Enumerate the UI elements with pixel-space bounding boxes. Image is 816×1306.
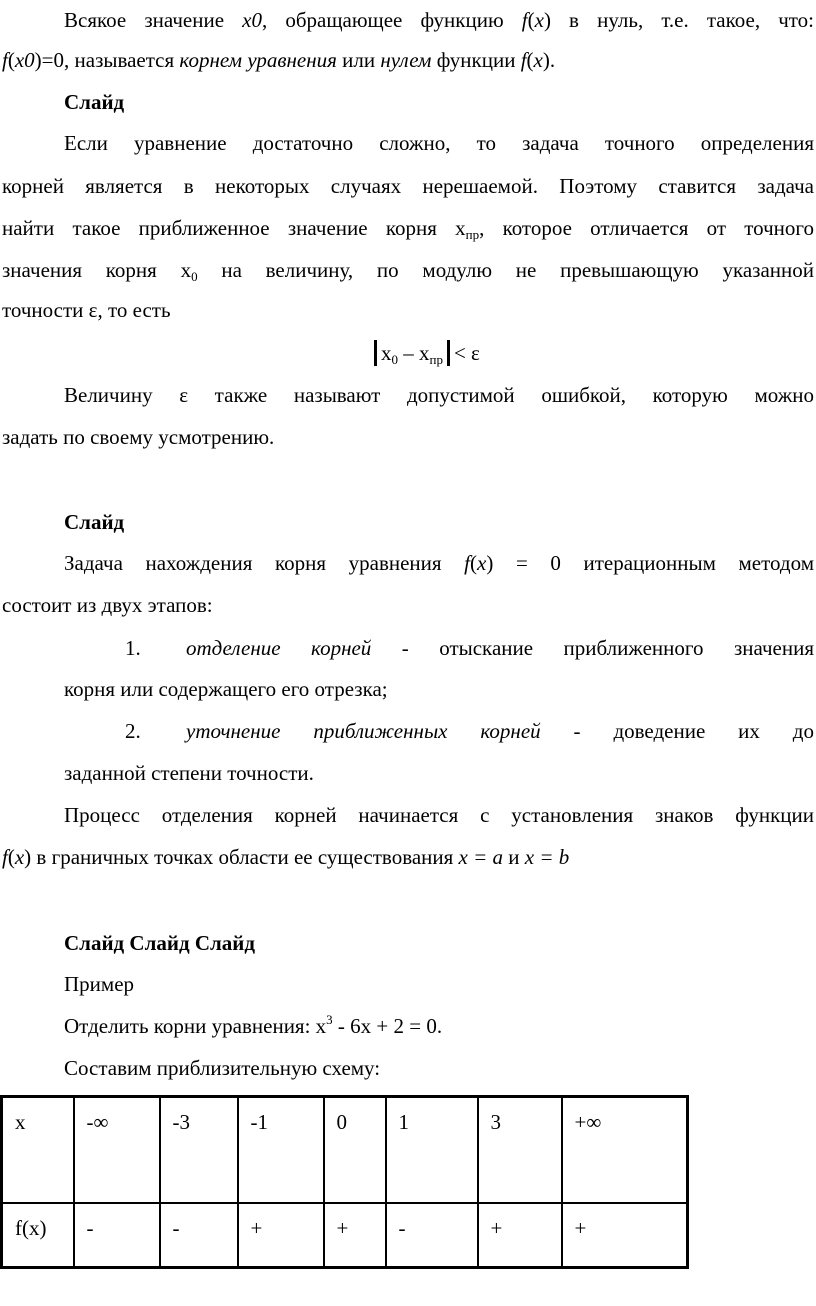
- table-cell: +: [478, 1203, 562, 1268]
- table-cell: 0: [324, 1097, 386, 1204]
- slide-heading-3: Слайд Слайд Слайд: [64, 931, 256, 955]
- table-cell: +: [238, 1203, 324, 1268]
- example-task: Отделить корни уравнения: $x^3 - 6x + 2 = 0$.: [64, 1012, 443, 1038]
- list-item-2-line1: уточнение приближенных корней - доведение их до: [186, 719, 814, 743]
- compose-scheme-text: Составим приблизительную схему:: [64, 1056, 381, 1080]
- paragraph-process-line1: Процесс отделения корней начинается с установления знаков функции: [64, 803, 814, 827]
- table-row-x: [2, 1097, 688, 1204]
- table-cell: +: [562, 1203, 688, 1268]
- paragraph-root-definition-line2: f(x0)=0, называется корнем уравнения или нулем функции f(x).: [2, 48, 556, 72]
- table-cell: -: [160, 1203, 238, 1268]
- sign-scheme-table: [0, 1095, 689, 1269]
- paragraph-approx-line2: корней является в некоторых случаях нерешаемой. Поэтому ставится задача: [2, 174, 814, 198]
- list-number-1: 1.: [125, 636, 141, 660]
- table-cell: -: [386, 1203, 478, 1268]
- paragraph-root-definition-line1: Всякое значение x0, обращающее функцию f(x) в нуль, т.е. такое, что:: [64, 8, 814, 32]
- abs-bar-right: [447, 340, 450, 366]
- abs-bar-left: [374, 340, 377, 366]
- example-label: Пример: [64, 972, 135, 996]
- paragraph-approx-line1: Если уравнение достаточно сложно, то задача точного определения: [64, 131, 814, 155]
- table-cell: x: [2, 1097, 74, 1204]
- list-number-2: 2.: [125, 719, 141, 743]
- list-item-2-line2: заданной степени точности.: [64, 761, 314, 785]
- list-item-1-line1: отделение корней - отыскание приближенного значения: [186, 636, 814, 660]
- paragraph-approx-line4: значения корня $x_0$ на величину, по модулю не превышающую указанной: [2, 258, 814, 284]
- table-cell: -1: [238, 1097, 324, 1204]
- table-cell: -3: [160, 1097, 238, 1204]
- paragraph-error-line1: Величину ε также называют допустимой ошибкой, которую можно: [64, 383, 814, 407]
- paragraph-task-line2: состоит из двух этапов:: [2, 593, 213, 617]
- slide-heading-1: Слайд: [64, 90, 125, 114]
- table-cell: f(x): [2, 1203, 74, 1268]
- paragraph-task-line1: Задача нахождения корня уравнения f(x) = 0 итерационным методом: [64, 551, 814, 575]
- table-cell: -∞: [74, 1097, 160, 1204]
- tolerance-formula: $x_0 - x_{пр} < \varepsilon$: [370, 340, 480, 366]
- table-cell: 1: [386, 1097, 478, 1204]
- paragraph-process-line2: f(x) в граничных точках области ее существования x = a и x = b: [2, 845, 570, 869]
- list-item-1-line2: корня или содержащего его отрезка;: [64, 677, 388, 701]
- table-cell: -: [74, 1203, 160, 1268]
- paragraph-approx-line5: точности ε, то есть: [2, 298, 171, 322]
- slide-heading-2: Слайд: [64, 510, 125, 534]
- paragraph-approx-line3: найти такое приближенное значение корня $x_{пр}$, которое отличается от точного: [2, 216, 815, 242]
- paragraph-error-line2: задать по своему усмотрению.: [2, 425, 275, 449]
- table-cell: +: [324, 1203, 386, 1268]
- table-cell: +∞: [562, 1097, 688, 1204]
- table-cell: 3: [478, 1097, 562, 1204]
- table-row-fx: [2, 1203, 688, 1268]
